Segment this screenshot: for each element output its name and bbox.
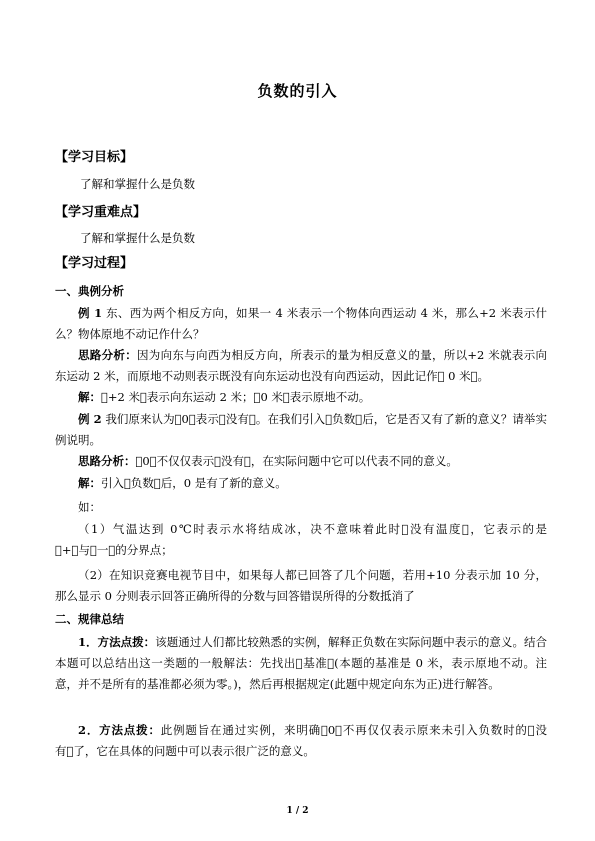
analysis-label: 思路分析： [78, 454, 136, 468]
example-1-solution [55, 387, 547, 408]
analysis-label: 思路分析： [78, 348, 137, 362]
analysis-text:  0 不仅仅表示 没有 ，在实际问题中它可以代表不同的意义。 [135, 454, 458, 468]
example-2-label: 例 2 [78, 412, 102, 426]
heading-key-points: 【学习重难点】 [55, 205, 147, 220]
summary-point-2 [55, 720, 547, 762]
example-2-solution [55, 473, 547, 494]
solution-text:  +2 米 表示向东运动 2 米； 0 米 表示原地不动。 [101, 390, 371, 404]
example-1-label: 例 1 [78, 306, 103, 320]
example-2-text: 我们原来认为 0 表示 没有 。在我们引入 负数 后，它是否又有了新的意义？请举实例说明。 [55, 412, 547, 447]
analysis-text: 因为向东与向西为相反方向，所表示的量为相反意义的量，所以+2 米就表示向东运动 2 米，而原地不动则表示既没有向东运动也没有向西运动，因此记作  0 米 。 [55, 348, 547, 383]
part2-heading: 二、规律总结 [55, 612, 124, 626]
solution-text: 引入 负数 后，0 是有了新的意义。 [101, 476, 287, 490]
method-text: 该题通过人们都比较熟悉的实例，解释正负数在实际问题中表示的意义。结合本题可以总结出这一类题的一般解法：先找出 基准 (本题的基准是 0 米，表示原地不动。注意，并不是所有的基准都必须为零。)，然后再根据规定(此题中规定向东为正)进行解答。 [55, 635, 547, 691]
method-label: 2．方法点拨： [78, 723, 161, 737]
learning-goals-text: 了解和掌握什么是负数 [80, 177, 195, 191]
example-2-analysis [55, 451, 547, 472]
example-intro-text: 如： [78, 500, 101, 514]
key-points-text: 了解和掌握什么是负数 [80, 231, 195, 245]
heading-learning-process: 【学习过程】 [55, 256, 134, 271]
example-item-2: （2）在知识竞赛电视节目中，如果每人都已回答了几个问题，若用+10 分表示加 10 分，那么显示 0 分则表示回答正确所得的分数与回答错误所得的分数抵消了 [55, 568, 547, 603]
method-text: 此例题旨在通过实例，来明确 0 不再仅仅表示原来未引入负数时的 没有 了，它在具体的问题中可以表示很广泛的意义。 [55, 723, 547, 758]
solution-label: 解： [78, 390, 101, 404]
example-item-1: （1）气温达到 0℃时表示水将结成冰，决不意味着此时 没有温度 ，它表示的是  + 与 一 的分界点； [55, 522, 547, 557]
method-label: 1．方法点拨： [78, 635, 156, 649]
example-1-analysis [55, 345, 547, 387]
heading-learning-goals: 【学习目标】 [55, 150, 134, 165]
page-number: 1 / 2 [286, 806, 309, 816]
solution-label: 解： [78, 476, 101, 490]
example-2 [55, 409, 547, 451]
example-1 [55, 303, 547, 345]
summary-point-1 [55, 632, 547, 695]
part1-heading: 一、典例分析 [55, 284, 124, 298]
page-title: 负数的引入 [257, 82, 338, 100]
example-1-text: 东、西为两个相反方向，如果一 4 米表示一个物体向西运动 4 米，那么+2 米表示什么？物体原地不动记作什么？ [55, 306, 548, 341]
